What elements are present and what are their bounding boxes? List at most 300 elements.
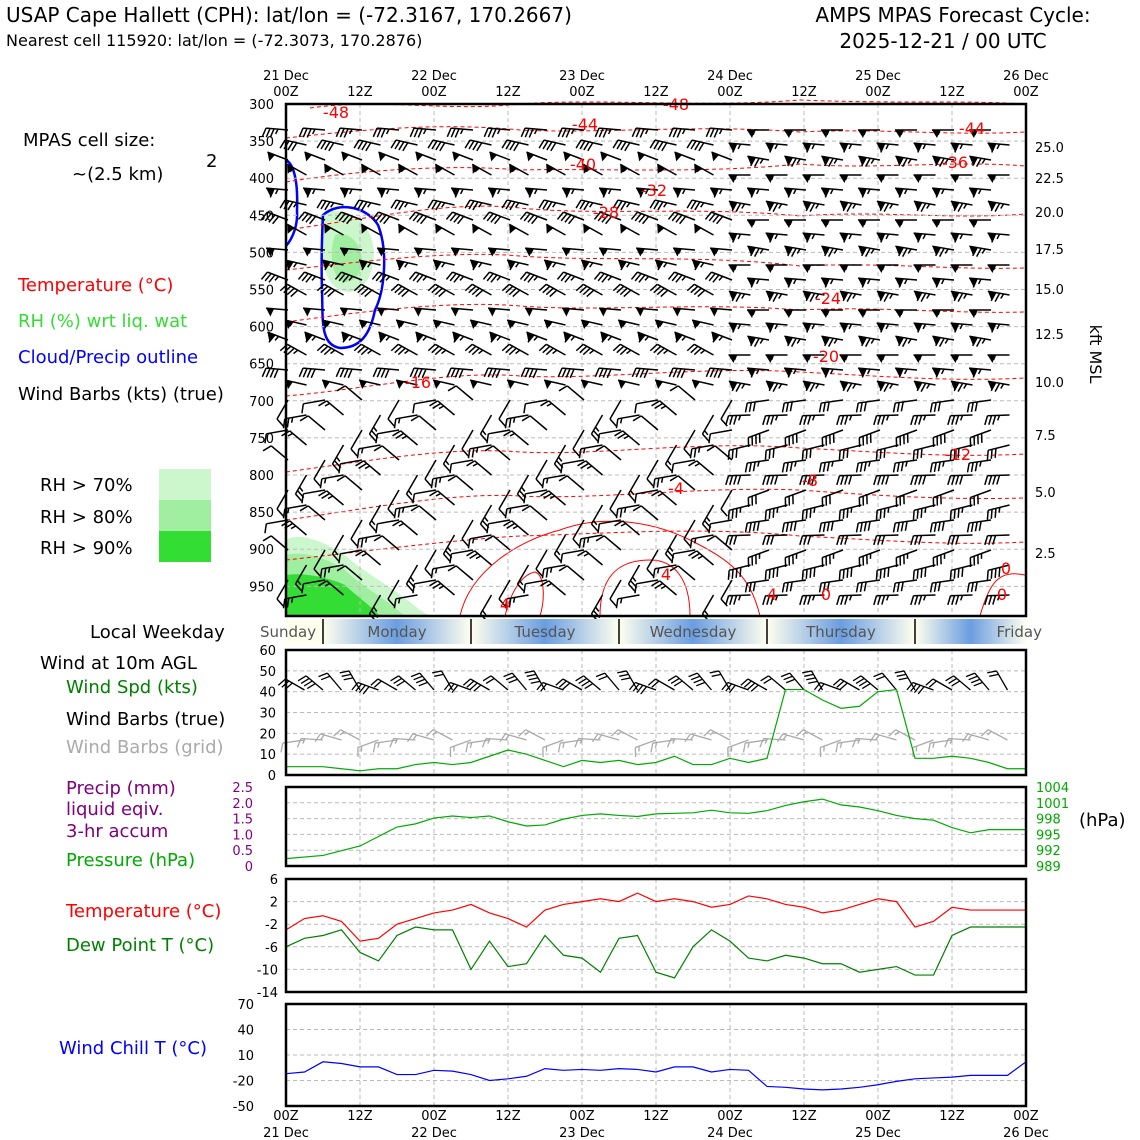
wind-barb — [450, 308, 473, 318]
wind-barb — [317, 139, 343, 153]
wind-barb — [784, 310, 806, 318]
wind-barb — [302, 188, 325, 199]
wind-barb — [701, 505, 721, 531]
temperature-contour-label: -44 — [571, 115, 599, 134]
wind-barb — [447, 128, 473, 139]
wind-barb — [839, 323, 862, 334]
wind-barb — [393, 505, 419, 518]
wind-barb — [894, 156, 917, 169]
wind-barb — [524, 248, 547, 258]
wind-barb — [631, 271, 658, 288]
legend-barbs: Wind Barbs (kts) (true) — [18, 384, 224, 405]
wind-barb — [631, 211, 658, 228]
wind-barb — [969, 220, 991, 228]
wind-barb — [690, 164, 713, 182]
wind-barb — [704, 728, 730, 748]
wind-barb — [746, 490, 773, 507]
wind-barb — [895, 310, 917, 318]
wind-barb — [948, 415, 973, 425]
time-label-bottom-hour: 12Z — [939, 1109, 965, 1124]
pressure-tick-label: 450 — [249, 209, 274, 225]
wind-barb — [373, 368, 399, 379]
wind-barb — [317, 343, 343, 363]
precip-tick-label: 2.5 — [232, 781, 253, 796]
wind-barb — [913, 323, 936, 334]
wind-barb — [929, 520, 955, 532]
wind-barb — [690, 260, 713, 274]
wind-barb — [855, 460, 881, 472]
wind-barb — [300, 414, 325, 437]
wind-barb — [448, 474, 473, 497]
hpa-axis-label: (hPa) — [1079, 810, 1126, 831]
wind-barb — [875, 381, 898, 394]
wind-barb — [635, 308, 658, 318]
temperature-contour-label: 0 — [996, 585, 1008, 604]
wind-barb — [728, 233, 751, 244]
wind-barb — [664, 445, 684, 471]
wind-barb — [746, 188, 769, 199]
wind-barb — [706, 128, 732, 139]
precip-tick-label: 1.0 — [232, 828, 253, 844]
wind-barb — [337, 474, 362, 497]
wind-barb — [927, 740, 953, 752]
wind-barb — [559, 384, 584, 407]
wind-barb — [561, 248, 584, 258]
precip-tick-label: 2.0 — [232, 796, 253, 812]
wind-barb — [431, 260, 454, 274]
wind-barb — [911, 475, 936, 485]
wind-barb — [764, 381, 787, 394]
time-label-bottom-hour: 00Z — [1013, 1109, 1039, 1124]
wind-barb — [357, 164, 380, 182]
wind-barb — [413, 152, 436, 167]
wind-barb — [931, 490, 958, 507]
wind-barb — [374, 520, 400, 533]
temperature-contour-label: -24 — [814, 289, 842, 308]
time-label-bottom-hour: 00Z — [569, 1109, 595, 1124]
wind-barb — [372, 740, 398, 752]
wind-barb — [263, 444, 288, 467]
wind10-label: Wind at 10m AGL — [40, 653, 197, 674]
wind-barb — [479, 505, 499, 531]
wind-barb — [376, 248, 399, 258]
wind-barb — [895, 130, 917, 138]
wind-barb — [949, 201, 972, 214]
wind-barb — [670, 460, 696, 473]
wind-barb — [539, 199, 565, 213]
wind-barb — [894, 490, 921, 507]
wind-barb — [840, 265, 862, 273]
wind-barb — [912, 381, 935, 394]
wind-barb — [766, 175, 788, 183]
wind-barb — [747, 130, 769, 138]
wind-barbs-layer — [261, 128, 1011, 757]
temperature-contour-label: 0 — [820, 585, 832, 604]
temperature-contour-label: 0 — [1000, 559, 1012, 578]
wind-barb — [424, 550, 444, 576]
wind-barb — [319, 475, 345, 488]
wind-barb — [931, 550, 958, 567]
wind-barb — [783, 188, 806, 199]
wind-barb — [559, 474, 584, 497]
wind-barb — [336, 368, 362, 379]
pressure-tick-label: 400 — [249, 172, 274, 188]
time-label-top-hour: 00Z — [717, 85, 743, 100]
wind-barb — [561, 308, 584, 318]
wind-barb — [652, 399, 677, 422]
wind-barb — [701, 415, 721, 441]
wind-barb — [592, 733, 619, 749]
wind-barb — [783, 336, 806, 349]
wind-barb — [650, 283, 676, 303]
wind-barb — [926, 678, 952, 698]
wind-speed-tick-label: 60 — [259, 644, 276, 659]
pressure-tick-label: 650 — [249, 357, 274, 373]
wind-barb — [505, 260, 528, 274]
wind-barb — [761, 674, 786, 697]
rh90-swatch — [159, 531, 211, 562]
wind-barb — [320, 380, 343, 393]
wind-barb — [598, 188, 621, 199]
height-tick-label: 17.5 — [1035, 243, 1064, 258]
wind-barb — [987, 143, 1010, 154]
wind-barb — [729, 355, 751, 363]
pressure-tick-label: 350 — [249, 135, 274, 151]
wind-barb — [672, 152, 695, 167]
wind-barb — [857, 188, 880, 199]
wind-barb — [504, 429, 529, 452]
wind-barb — [818, 520, 844, 532]
wind-barb — [894, 336, 917, 349]
wind-barb — [855, 400, 881, 412]
wind-barb — [611, 728, 637, 748]
legend-wind-chill: Wind Chill T (°C) — [59, 1038, 207, 1059]
wind-barb — [895, 220, 917, 228]
wind-barb — [616, 380, 639, 393]
wind-barb — [483, 211, 510, 228]
wind-barb — [553, 535, 573, 561]
wind-barb — [949, 291, 972, 304]
wind-barb — [302, 152, 325, 167]
time-label-top-hour: 00Z — [865, 85, 891, 100]
wind-barb — [448, 564, 473, 587]
kft-axis-label: kft MSL — [1086, 324, 1105, 384]
weekday-label: Friday — [996, 623, 1042, 641]
wind-barb — [931, 246, 954, 259]
wind-barb — [670, 550, 696, 563]
wind-barb — [487, 248, 510, 258]
wind-barb — [987, 233, 1010, 244]
legend-cloud: Cloud/Precip outline — [18, 347, 199, 368]
time-label-bottom-date: 23 Dec — [559, 1126, 605, 1140]
wind-barb — [442, 445, 462, 471]
wind-barb — [541, 489, 566, 512]
wind-barb — [300, 400, 326, 413]
wind-barb — [576, 343, 602, 363]
wind-barb — [598, 248, 621, 258]
temperature-contour-label: -28 — [592, 203, 620, 222]
wind-barb — [334, 728, 360, 748]
wind-barb — [615, 595, 641, 608]
wind-barb — [483, 674, 508, 697]
wind-barb — [763, 415, 788, 425]
height-tick-label: 12.5 — [1035, 328, 1064, 343]
wind-barb — [483, 271, 510, 288]
wind-barb — [522, 414, 547, 437]
pressure-right-tick-label: 1004 — [1036, 781, 1070, 796]
wind-barb — [764, 201, 787, 214]
wind-barb — [595, 128, 621, 139]
wind-barb — [524, 308, 547, 318]
wind-barb — [763, 475, 788, 485]
wind-barb — [914, 355, 936, 363]
wind-barb — [820, 156, 843, 169]
wind-barb — [746, 550, 773, 567]
height-tick-label: 15.0 — [1035, 283, 1064, 298]
wind-chill-tick-label: 10 — [237, 1049, 254, 1064]
wind-speed-tick-label: 40 — [259, 685, 276, 701]
wind-barb — [821, 220, 843, 228]
station-title: USAP Cape Hallett (CPH): lat/lon = (-72.3167, 170.2667) — [6, 3, 572, 27]
wind-barb — [428, 283, 454, 303]
wind-barb — [578, 459, 603, 482]
time-label-bottom-hour: 00Z — [865, 1109, 891, 1124]
wind-chill-tick-label: -20 — [232, 1074, 254, 1090]
wind-barb — [319, 399, 344, 422]
time-label-bottom-hour: 00Z — [421, 1109, 447, 1124]
wind-barb — [820, 550, 847, 567]
wind-barb — [428, 199, 454, 213]
temperature-tick-label: 2 — [269, 895, 278, 911]
wind-barb — [781, 400, 807, 412]
nearest-cell: Nearest cell 115920: lat/lon = (-72.3073, 170.2876) — [6, 31, 423, 50]
wind-barb — [278, 678, 304, 698]
wind-barb — [765, 323, 788, 334]
wind-barb — [689, 549, 714, 572]
wind-barb — [627, 565, 647, 591]
wind-barb — [505, 164, 528, 182]
legend-rh80: RH > 80% — [40, 507, 133, 528]
wind-barb — [839, 143, 862, 154]
wind-barb — [539, 343, 565, 363]
wind-barb — [705, 271, 732, 288]
legend-temperature: Temperature (°C) — [18, 275, 174, 296]
wind-barb — [932, 130, 954, 138]
wind-barb — [857, 490, 884, 507]
wind-barb — [875, 291, 898, 304]
wind-barb — [911, 535, 936, 545]
wind-barb — [537, 681, 564, 698]
legend-precip-l3: 3-hr accum — [66, 821, 169, 842]
temperature-contour-label: -8 — [802, 471, 818, 490]
wind-barb — [465, 740, 491, 752]
precip-tick-label: 0.5 — [232, 844, 253, 860]
wind-barb — [986, 291, 1009, 304]
height-tick-label: 10.0 — [1035, 376, 1064, 391]
wind-barb — [820, 430, 847, 447]
wind-barb — [870, 733, 897, 749]
wind-barb — [877, 175, 899, 183]
wind-speed-tick-label: 0 — [267, 769, 276, 784]
temperature-contour-label: 4 — [766, 585, 778, 604]
wind-barb — [857, 278, 880, 289]
wind-barb — [650, 740, 676, 752]
pressure-tick-label: 500 — [249, 246, 274, 262]
wind-speed-tick-label: 30 — [259, 706, 276, 722]
wind-barb — [579, 380, 602, 393]
wind-barb — [929, 400, 955, 412]
weekday-label: Tuesday — [514, 623, 576, 641]
wind-barb — [594, 271, 621, 288]
legend-rh70: RH > 70% — [40, 475, 133, 496]
wind-barb — [932, 220, 954, 228]
wind-barb — [265, 152, 288, 167]
wind-barb — [837, 535, 862, 545]
wind-barb — [987, 323, 1010, 334]
wind-barb — [596, 430, 622, 443]
wind-barb — [613, 139, 639, 153]
wind-barb — [672, 248, 695, 258]
wind-barb — [609, 580, 629, 606]
wind-barb — [613, 283, 639, 303]
wind-barb — [616, 260, 639, 274]
wind-barb — [800, 415, 825, 425]
time-label-top-date: 26 Dec — [1003, 69, 1049, 84]
time-label-top-hour: 12Z — [495, 85, 521, 100]
wind-barb — [387, 490, 407, 516]
wind-barb — [894, 368, 917, 379]
wind-barb — [729, 175, 751, 183]
wind-barb — [556, 678, 582, 698]
wind-barb — [487, 152, 510, 167]
wind-barb — [962, 733, 989, 749]
wind-barb — [448, 384, 473, 407]
wind-barb — [320, 164, 343, 182]
wind-barb — [336, 128, 362, 139]
wind-barb — [502, 343, 528, 363]
wind-barb — [576, 139, 602, 153]
wind-barb — [874, 595, 899, 605]
wind-barb — [479, 415, 499, 441]
wind-barb — [764, 291, 787, 304]
wind-barb — [987, 668, 1007, 694]
wind-barb — [561, 188, 584, 199]
wind-barb — [766, 265, 788, 273]
time-label-top-hour: 00Z — [421, 85, 447, 100]
wind-barb — [966, 671, 989, 696]
wind-speed-tick-label: 20 — [259, 727, 276, 743]
wind-barb — [280, 199, 306, 213]
wind-barb — [393, 519, 418, 542]
wind-barb — [653, 380, 676, 393]
wind-barb — [374, 430, 400, 443]
wind-barb — [687, 343, 713, 363]
wind-barb — [391, 343, 417, 363]
wind-barb — [820, 188, 843, 199]
wind-barb — [968, 550, 995, 567]
wind-barb — [468, 380, 491, 393]
wind-barb — [463, 678, 489, 698]
wind-barb — [668, 271, 695, 288]
wind-barb — [430, 399, 455, 422]
wind-barb — [689, 459, 714, 482]
time-label-top-date: 22 Dec — [411, 69, 457, 84]
wind-barb — [706, 368, 732, 379]
wind-barb — [521, 128, 547, 139]
pressure-right-tick-label: 992 — [1036, 844, 1061, 860]
wind-barb — [590, 415, 610, 441]
wind-barb — [914, 175, 936, 183]
wind-barb — [951, 265, 973, 273]
time-label-top-hour: 12Z — [939, 85, 965, 100]
wind-barb — [541, 565, 567, 578]
wind-barb — [461, 520, 481, 546]
wind-barb — [578, 549, 603, 572]
wind-barb — [985, 415, 1010, 425]
weekday-label: Wednesday — [649, 623, 737, 641]
wind-barb — [558, 368, 584, 379]
wind-barb — [803, 175, 825, 183]
wind-barb — [857, 368, 880, 379]
pressure-tick-label: 700 — [249, 394, 274, 410]
wind-barb — [690, 380, 713, 393]
wind-barb — [833, 678, 859, 698]
wind-barb — [409, 211, 436, 228]
time-label-top-hour: 00Z — [273, 85, 299, 100]
wind-barb — [627, 475, 647, 501]
wind-barb — [485, 444, 510, 467]
wind-barb — [931, 188, 954, 199]
wind-barb — [857, 430, 884, 447]
wind-barb — [744, 400, 770, 412]
wind-barb — [535, 460, 555, 486]
wind-chill-tick-label: -50 — [232, 1100, 254, 1115]
temperature-contour-label: -32 — [640, 181, 668, 200]
wind-barb — [664, 535, 684, 561]
wind-barb — [840, 175, 862, 183]
legend-dew-point: Dew Point T (°C) — [66, 935, 215, 956]
wind-barb — [368, 505, 388, 531]
wind-barb — [669, 368, 695, 379]
wind-barb — [616, 164, 639, 182]
wind-barb — [446, 211, 473, 228]
wind-barb — [502, 283, 528, 303]
wind-barb — [413, 308, 436, 318]
wind-barb — [576, 283, 602, 303]
wind-barb — [709, 152, 732, 167]
wind-barb — [802, 143, 825, 154]
wind-barb — [280, 283, 306, 303]
wind-barb — [857, 156, 880, 169]
time-label-top-hour: 00Z — [1013, 85, 1039, 100]
wind-barb — [746, 368, 769, 379]
wind-barb — [747, 220, 769, 228]
wind-barb — [609, 400, 629, 426]
wind-barb — [746, 278, 769, 289]
wind-barb — [468, 224, 491, 242]
wind-barb — [668, 211, 695, 228]
wind-barb — [450, 248, 473, 258]
wind-barb — [354, 139, 380, 153]
time-label-bottom-date: 24 Dec — [707, 1126, 753, 1140]
pressure-tick-label: 850 — [249, 506, 274, 522]
wind-barb — [354, 343, 380, 363]
wind-barb — [951, 355, 973, 363]
wind-barb — [559, 564, 584, 587]
height-tick-label: 20.0 — [1035, 206, 1064, 221]
legend-barbs-grid: Wind Barbs (grid) — [66, 737, 224, 758]
wind-barb — [801, 201, 824, 214]
